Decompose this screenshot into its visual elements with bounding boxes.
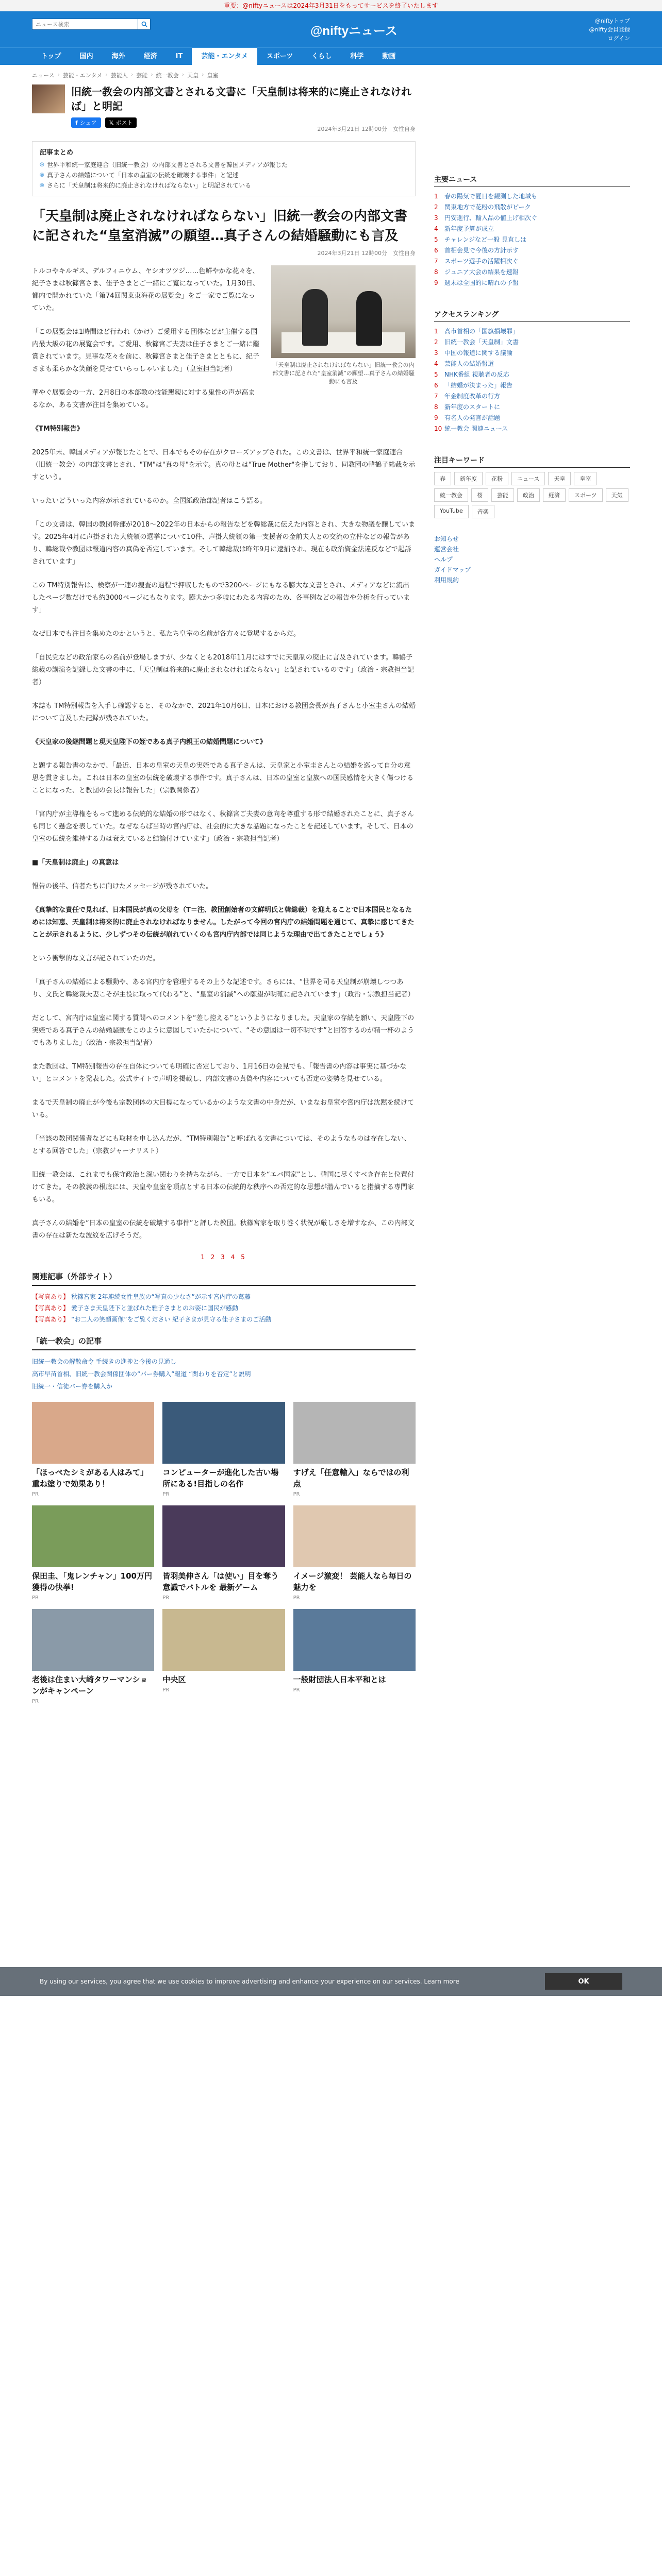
article-paragraph: 報告の後半、信者たちに向けたメッセージが残されていた。	[32, 883, 213, 890]
article-paragraph: ■「天皇制は廃止」の真意は	[32, 859, 119, 867]
related-tag: 【写真あり】	[32, 1293, 70, 1300]
recommend-title[interactable]: 保田圭、「鬼レンチャン」100万円獲得の快挙!	[32, 1571, 152, 1592]
recommend-image[interactable]	[32, 1505, 154, 1567]
side-access-item[interactable]	[434, 423, 630, 434]
rank-number: 2	[434, 338, 438, 346]
related-title: 関連記事（外部サイト）	[32, 1271, 416, 1286]
header-links	[589, 16, 630, 43]
more-article-link[interactable]: 旧統一教会の解散命令 手続きの進捗と今後の見通し	[32, 1358, 176, 1365]
recommend-image[interactable]	[162, 1609, 285, 1671]
footer-link[interactable]: ガイドマップ	[434, 566, 471, 573]
rank-number: 5	[434, 236, 438, 243]
recommend-source: PR	[162, 1595, 170, 1601]
nav-tab[interactable]: スポーツ	[266, 53, 293, 60]
side-news-item[interactable]	[434, 202, 630, 213]
footer-link[interactable]: 利用規約	[434, 577, 459, 584]
rank-number: 8	[434, 268, 438, 276]
keyword-tag[interactable]: 政治	[517, 488, 540, 502]
side-access-item[interactable]	[434, 326, 630, 337]
header-link-login[interactable]: ログイン	[607, 35, 630, 42]
side-access-item[interactable]	[434, 391, 630, 402]
related-text: 愛子さま天皇陛下と並ばれた雅子さまとのお姿に国民が感動	[71, 1304, 239, 1312]
rank-text: 円安進行、輸入品の値上げ相次ぐ	[444, 214, 538, 222]
rank-text: 首相会見で今後の方針示す	[444, 247, 519, 254]
rank-text: 関東地方で花粉の飛散がピーク	[444, 204, 531, 211]
breadcrumb-separator: ›	[130, 71, 134, 78]
point-item: ◎ さらに「天皇制は将来的に廃止されなければならない」と明記されている	[40, 180, 408, 191]
related-tag: 【写真あり】	[32, 1304, 70, 1312]
side-access-item[interactable]	[434, 337, 630, 348]
side-access-item[interactable]	[434, 348, 630, 359]
cookie-consent-bar	[0, 1967, 662, 1996]
nav-tab[interactable]: 国内	[79, 53, 93, 60]
recommend-card[interactable]	[32, 1505, 154, 1601]
article-paragraph: だとして、宮内庁は皇室に関する質問へのコメントを“差し控える”というようになりました。天皇家の存続を願い、天皇陛下の実姪である真子さんの結婚騒動をこのように意図していたかについて、“その意図は一切不明です”と回答するのが精一杯のようでもありました」（政治・宗教担当記者）	[32, 1014, 415, 1047]
nav-tab[interactable]: IT	[175, 53, 183, 60]
more-title: 「統一教会」の記事	[32, 1335, 416, 1350]
side-main-news-title: 主要ニュース	[434, 174, 630, 187]
article-paragraph: 旧統一教会は、これまでも保守政治と深い関わりを持ちながら、一方で日本を“エバ国家”とし、韓国に尽くすべき存在と位置付けてきた。その教義の根底には、天皇や皇室を頂点とする日本の伝統的な秩序への否定的な思想が潜んでいると指摘する専門家もいる。	[32, 1171, 415, 1204]
rank-number: 3	[434, 349, 438, 357]
article-meta: 2024年3月21日 12時00分 女性自身	[317, 250, 416, 257]
rank-number: 4	[434, 225, 438, 232]
article-paragraph: まるで天皇制の廃止が今後も宗教団体の大目標になっているかのような文書の中身だが、いまなお皇室や宮内庁は沈黙を続けている。	[32, 1099, 414, 1119]
rank-text: スポーツ選手の活躍相次ぐ	[444, 258, 519, 265]
pagination[interactable]: 1 2 3 4 5	[201, 1253, 247, 1261]
breadcrumb-separator: ›	[181, 71, 185, 78]
rank-text: ジュニア大会の結果を速報	[444, 268, 519, 276]
rank-text: 新年度予算が成立	[444, 225, 494, 232]
cookie-consent-text: By using our services, you agree that we use cookies to improve advertising and enhance your experience on our services. Learn more	[40, 1977, 459, 1985]
article-paragraph: 「宮内庁が主導権をもって進める伝統的な結婚の形ではなく、秋篠宮ご夫妻の意向を尊重する形で結婚されたことに、真子さんも同じく懸念を表していた。なぜならば当時の宮内庁は、社会的に大きな話題になったことを記述しています。そして、日本の皇室の伝統を維持する力は衰えていると結論付けています」（政治・宗教担当記者）	[32, 810, 414, 843]
article-photo[interactable]	[271, 265, 416, 358]
recommend-title[interactable]: 皆羽美伸さん「は使い」目を奪う意識でバトルを 最新ゲーム	[162, 1571, 279, 1592]
recommend-source: PR	[32, 1492, 39, 1497]
article-paragraph: また教団は、TM特別報告の存在自体についても明確に否定しており、1月16日の会見でも、「報告書の内容は事実に基づかない」とコメントを発表した。公式サイトで声明を掲載し、内部文書の真偽や内容についても否定の姿勢を見せている。	[32, 1063, 407, 1083]
nav-tab[interactable]: 経済	[143, 53, 157, 60]
side-access-item[interactable]	[434, 402, 630, 413]
breadcrumb-separator: ›	[202, 71, 204, 78]
rank-number: 1	[434, 193, 438, 200]
keyword-tag[interactable]: YouTube	[434, 505, 469, 518]
related-text: “お二人の笑顔画像”をご覧ください 紀子さまが見守る佳子さまのご活動	[71, 1316, 272, 1323]
more-article-link[interactable]: 高市早苗首相、旧統一教会関係団体の“パー券購入”報道 “関わりを否定”と説明	[32, 1370, 251, 1378]
article-paragraph: この TM特別報告は、検察が一連の捜査の過程で押収したもので3200ページにもなる膨大な文書とされ、メディアなどに流出したページ数だけでも約3000ページにもなります。膨大かつ多岐にわたる内容のため、各事例などの報告や分析を行っています」	[32, 582, 410, 614]
breadcrumb-separator: ›	[151, 71, 153, 78]
rank-text: 新年度のスタートに	[444, 403, 501, 411]
rank-number: 2	[434, 204, 438, 211]
keyword-tag[interactable]: 統一教会	[434, 488, 468, 502]
article-paragraph: 「この文書は、韓国の教団幹部が2018～2022年の日本からの報告などを韓総裁に伝えた内容とされ、大きな物議を醸しています。2025年4月に声掛された大統領の選挙について10件、声掛大統領の第一支援者の金前夫人との交流の立件などの報告があり、韓総裁や教団は報道内容の真偽を否定しています。そして韓総裁は昨年9月に逮捕され、現在も政治資金法違反などで起訴されています」	[32, 521, 415, 566]
breadcrumb-item[interactable]: ニュース	[32, 72, 55, 79]
recommend-card[interactable]	[162, 1609, 285, 1704]
recommend-title[interactable]: 「ほっぺたシミがある人はみて」重ね塗りで効果あり！	[32, 1468, 148, 1488]
breadcrumb-item[interactable]: 芸能	[136, 72, 148, 79]
recommend-card[interactable]	[162, 1505, 285, 1601]
side-access-item[interactable]	[434, 369, 630, 380]
rank-text: 中国の報道に関する議論	[444, 349, 513, 357]
search-box	[32, 19, 151, 30]
rank-text: チャレンジなど一般 見直しは	[444, 236, 526, 243]
facebook-share-label: シェア	[79, 120, 97, 126]
article-paragraph: トルコやキルギス、デルフィニウム、ヤシオツツジ……色鮮やかな花々を、紀子さまは秋篠宮さま、佳子さまとご一緒にご覧になっていた。1月30日、都内で開かれていた「第74回関東東海花の展覧会」をご一家でご覧になっていた。	[32, 267, 259, 312]
keyword-tag[interactable]: 皇室	[574, 472, 597, 485]
side-access-item[interactable]	[434, 359, 630, 369]
recommend-card[interactable]	[32, 1609, 154, 1704]
keyword-tag[interactable]: 音楽	[472, 505, 494, 518]
photo-caption: 「天皇制は廃止されなければならない」旧統一教会の内部文書に記された“皇室消滅”の願望…真子さんの結婚騒動にも言及	[272, 362, 415, 385]
rank-text: 旧統一教会「天皇制」文書	[444, 338, 519, 346]
recommend-image[interactable]	[162, 1402, 285, 1464]
recommend-title[interactable]: 一般財団法人日本平和とは	[293, 1675, 386, 1684]
rank-number: 9	[434, 279, 438, 286]
recommend-image[interactable]	[293, 1505, 416, 1567]
article-paragraph: 真子さんの結婚を“日本の皇室の伝統を破壊する事件”と評した教団。秋篠宮家を取り巻く状況が厳しさを増すなか、この内部文書の存在は新たな波紋を広げそうだ。	[32, 1219, 415, 1240]
facebook-icon: f	[75, 119, 78, 126]
side-news-item[interactable]	[434, 234, 630, 245]
recommend-image[interactable]	[162, 1505, 285, 1567]
recommend-title[interactable]: すげえ「任意輸入」ならではの利点	[293, 1468, 409, 1488]
recommend-card[interactable]	[162, 1402, 285, 1497]
article-points	[32, 141, 416, 196]
article-paragraph: 《TM特別報告》	[32, 425, 84, 433]
rank-number: 7	[434, 258, 438, 265]
recommend-card[interactable]	[32, 1402, 154, 1497]
article-paragraph: いったいどういった内容が示されているのか。全国紙政治部記者はこう語る。	[32, 497, 267, 505]
side-news-item[interactable]	[434, 191, 630, 202]
rank-number: 7	[434, 393, 438, 400]
breadcrumb-item[interactable]: 芸能人	[110, 72, 128, 79]
keyword-tag[interactable]: 天皇	[548, 472, 571, 485]
recommend-source: PR	[293, 1687, 300, 1693]
article-paragraph: という衝撃的な文言が記されていたのだ。	[32, 955, 160, 962]
side-news-item[interactable]	[434, 267, 630, 278]
sidebar	[434, 65, 630, 1704]
footer-link[interactable]: お知らせ	[434, 535, 459, 543]
article-title: 「天皇制は廃止されなければならない」旧統一教会の内部文書に記された“皇室消滅”の願望…真子さんの結婚騒動にも言及	[32, 209, 408, 244]
related-link[interactable]	[32, 1291, 416, 1302]
nav-tab[interactable]: 芸能・エンタメ	[192, 48, 257, 65]
breadcrumb-separator: ›	[57, 71, 60, 78]
rank-text: 年金制度改革の行方	[444, 393, 501, 400]
article-paragraph: 《真摯的な責任で見れば、日本国民が真の父母を（T＝注、教団創始者の文鮮明氏と韓総裁）を迎えることで日本国民となるためには知恵、天皇制は将来的に廃止されなければなりません。したがって今回の宮内庁の結婚問題を通じて、真摯に感じてきたことが示されるように、少しずつその伝統が崩れていくのも宮内庁内部では同じような理由で出てきたことでしょう》	[32, 906, 415, 939]
article-paragraph: なぜ日本でも注目を集めたのかというと、私たち皇室の名前が各方々に登場するからだ。	[32, 630, 301, 638]
recommend-title[interactable]: コンピューターが進化した古い場所にある!目指しの名作	[162, 1468, 279, 1488]
x-share-button[interactable]	[105, 117, 137, 128]
summary-title: 旧統一教会の内部文書とされる文書に「天皇制は将来的に廃止されなければ」と明記	[71, 86, 411, 112]
recommend-title[interactable]: 老後は住まい大崎タワーマンションがキャンペーン	[32, 1675, 148, 1696]
site-logo[interactable]: @niftyニュース	[310, 24, 398, 38]
side-access-ranking-title: アクセスランキング	[434, 309, 630, 322]
article-paragraph: 《天皇家の後継問題と現天皇陛下の姪である真子内親王の結婚問題について》	[32, 738, 267, 746]
site-header	[0, 11, 662, 47]
side-keywords-title: 注目キーワード	[434, 455, 630, 468]
rank-number: 9	[434, 414, 438, 421]
breadcrumb-item[interactable]: 芸能・エンタメ	[62, 72, 103, 79]
keyword-tag[interactable]: 花粉	[486, 472, 508, 485]
keyword-tag[interactable]: ニュース	[511, 472, 545, 485]
article-paragraph: と題する報告書のなかで、「最近、日本の皇室の天皇の実姪である真子さんは、天皇家と小室圭さんとの結婚を巡って自分の意思を貫きました。これは日本の皇室の伝統を破壊する事件です。真子さんは、日本の皇室と皇族への国民感情を大きく傷つけることになった、と教団の会長は報告した」（宗教関係者）	[32, 762, 413, 794]
related-text: 秋篠宮家 2年連続女性皇族の“写真の少なさ”が示す宮内庁の葛藤	[71, 1293, 251, 1300]
recommend-source: PR	[32, 1595, 39, 1601]
breadcrumb	[32, 65, 416, 84]
breadcrumb-item[interactable]: 皇室	[207, 72, 219, 79]
article-paragraph: 「この展覧会は1時間ほど行われ（かけ）ご愛用する団体などが主催する国内最大級の花の展覧会です。ご愛用、秋篠宮ご夫妻は佳子さまとご一緒に鑑賞されています。見事な花々を前に、秋篠宮さまと佳子さまとともに、紀子さまも柔らかな笑顔を見せていらっしゃいました」（皇室担当記者）	[32, 328, 259, 373]
rank-number: 5	[434, 371, 438, 378]
rank-text: 統一教会 関連ニュース	[444, 425, 508, 432]
keyword-tag[interactable]: スポーツ	[569, 488, 603, 502]
rank-text: 芸能人の結婚報道	[444, 360, 494, 367]
recommend-source: PR	[32, 1699, 39, 1704]
facebook-share-button[interactable]	[71, 117, 101, 128]
keyword-tag[interactable]: 天気	[606, 488, 628, 502]
nav-tab[interactable]: くらし	[311, 53, 332, 60]
keyword-tag[interactable]: 春	[434, 472, 451, 485]
search-icon	[141, 21, 147, 27]
recommend-source: PR	[162, 1492, 170, 1497]
article-paragraph: 「当該の教団関係者などにも取材を申し込んだが、“TM特別報告”と呼ばれる文書については、そのようなものは存在しない、とする回答でした」（宗教ジャーナリスト）	[32, 1135, 411, 1155]
nav-tab[interactable]: 海外	[111, 53, 125, 60]
summary-meta: 2024年3月21日 12時00分 女性自身	[317, 126, 416, 132]
article-paragraph: 「真子さんの結婚による騒動や、ある宮内庁を管理するその上うな記述です。さらには、“世界を司る天皇制が崩壊しつつあり、文氏と韓総裁夫妻こそが主役に取って代わる”と、“皇室の消滅”への願望が明確に記されています」（政治・宗教担当記者）	[32, 978, 415, 998]
footer-link[interactable]: ヘルプ	[434, 556, 453, 563]
recommend-card[interactable]	[293, 1505, 416, 1601]
point-item: ◎ 真子さんの結婚について「日本の皇室の伝統を破壊する事件」と記述	[40, 170, 408, 180]
related-tag: 【写真あり】	[32, 1316, 70, 1323]
recommend-grid	[32, 1402, 416, 1704]
search-input[interactable]	[32, 19, 138, 30]
recommend-image[interactable]	[32, 1402, 154, 1464]
side-news-item[interactable]	[434, 256, 630, 267]
recommend-image[interactable]	[293, 1402, 416, 1464]
recommend-title[interactable]: イメージ激変！ 芸能人なら毎日の魅力を	[293, 1571, 412, 1592]
rank-text: 「結婚が決まった」報告	[444, 382, 513, 389]
rank-text: 高市首相の「国旗損壊罪」	[444, 328, 519, 335]
rank-number: 1	[434, 328, 438, 335]
rank-number: 4	[434, 360, 438, 367]
article-thumbnail[interactable]	[32, 84, 65, 113]
breadcrumb-separator: ›	[105, 71, 108, 78]
header-link-top[interactable]: @niftyトップ	[594, 18, 630, 24]
keyword-tag[interactable]: 新年度	[454, 472, 483, 485]
keyword-tag[interactable]: 芸能	[491, 488, 514, 502]
category-nav	[0, 47, 662, 65]
rank-number: 6	[434, 247, 438, 254]
keyword-tag[interactable]: 桜	[471, 488, 488, 502]
point-item: ◎ 世界平和統一家庭連合（旧統一教会）の内部文書とされる文書を韓国メディアが報じた	[40, 160, 408, 170]
breadcrumb-item[interactable]: 統一教会	[156, 72, 179, 79]
side-news-item[interactable]	[434, 213, 630, 224]
side-access-item[interactable]	[434, 380, 630, 391]
rank-number: 8	[434, 403, 438, 411]
article-paragraph: 華やぐ展覧会の一方、2月8日の本部教の技能懇親に対する鬼性の声が高まるなか、ある文書が注目を集めている。	[32, 389, 255, 409]
article-paragraph: 本誌も TM特別報告を入手し確認すると、そのなかで、2021年10月6日、日本における教団会長が真子さんと小室圭さんの結婚について言及した記録が残されていた。	[32, 702, 416, 722]
recommend-image[interactable]	[293, 1609, 416, 1671]
rank-number: 10	[434, 425, 442, 432]
recommend-source: PR	[293, 1595, 300, 1601]
rank-number: 3	[434, 214, 438, 222]
article-photo-block	[271, 265, 416, 423]
main-column	[32, 65, 416, 1704]
rank-text: 春の陽気で夏日を観測した地域も	[444, 193, 538, 200]
recommend-source: PR	[293, 1492, 300, 1497]
search-button[interactable]	[138, 19, 151, 30]
recommend-card[interactable]	[293, 1402, 416, 1497]
cookie-ok-button[interactable]: OK	[545, 1973, 622, 1990]
side-access-item[interactable]	[434, 413, 630, 423]
rank-text: 有名人の発言が話題	[444, 414, 501, 421]
recommend-image[interactable]	[32, 1609, 154, 1671]
breadcrumb-item[interactable]: 天皇	[187, 72, 199, 79]
header-link-register[interactable]: @nifty会員登録	[589, 26, 630, 33]
points-title: 記事まとめ	[40, 149, 74, 157]
more-article-link[interactable]: 旧統一・信徒バー券を購入か	[32, 1383, 113, 1390]
side-news-item[interactable]	[434, 278, 630, 289]
related-link[interactable]	[32, 1314, 416, 1325]
article-paragraph: 2025年末、韓国メディアが報じたことで、日本でもその存在がクローズアップされた。この文書は、世界平和統一家庭連合（旧統一教会）の内部文書とされ、"TM"は"真の母"を示す。真の母とは"True Mother"を指しており、同教団の韓鶴子総裁を示すという。	[32, 449, 416, 481]
related-link[interactable]	[32, 1302, 416, 1314]
side-news-item[interactable]	[434, 245, 630, 256]
service-notice-text[interactable]: 重要：@niftyニュースは2024年3月31日をもってサービスを終了いたします	[224, 2, 438, 9]
service-notice-bar[interactable]	[0, 0, 662, 11]
nav-tab[interactable]: 科学	[350, 53, 364, 60]
recommend-card[interactable]	[293, 1609, 416, 1704]
side-news-item[interactable]	[434, 224, 630, 234]
recommend-source: PR	[162, 1687, 170, 1693]
x-icon: 𝕏	[109, 119, 114, 126]
keyword-tag[interactable]: 経済	[543, 488, 566, 502]
nav-tab[interactable]: トップ	[41, 53, 61, 60]
rank-number: 6	[434, 382, 438, 389]
footer-link[interactable]: 運営会社	[434, 546, 459, 553]
nav-tab[interactable]: 動画	[382, 53, 396, 60]
x-share-label: ポスト	[115, 120, 133, 126]
rank-text: 週末は全国的に晴れの予報	[444, 279, 519, 286]
recommend-title[interactable]: 中央区	[162, 1675, 186, 1684]
article-paragraph: 「自民党などの政治家らの名前が登場しますが、少なくとも2018年11月にはすでに天皇制の廃止に言及されています。韓鶴子総裁の講演を記録した文書の中に、「天皇制は将来的に廃止されなければならない」と記されているのです」（政治・宗教担当記者）	[32, 654, 415, 686]
rank-text: NHK番組 視聴者の反応	[444, 371, 509, 378]
